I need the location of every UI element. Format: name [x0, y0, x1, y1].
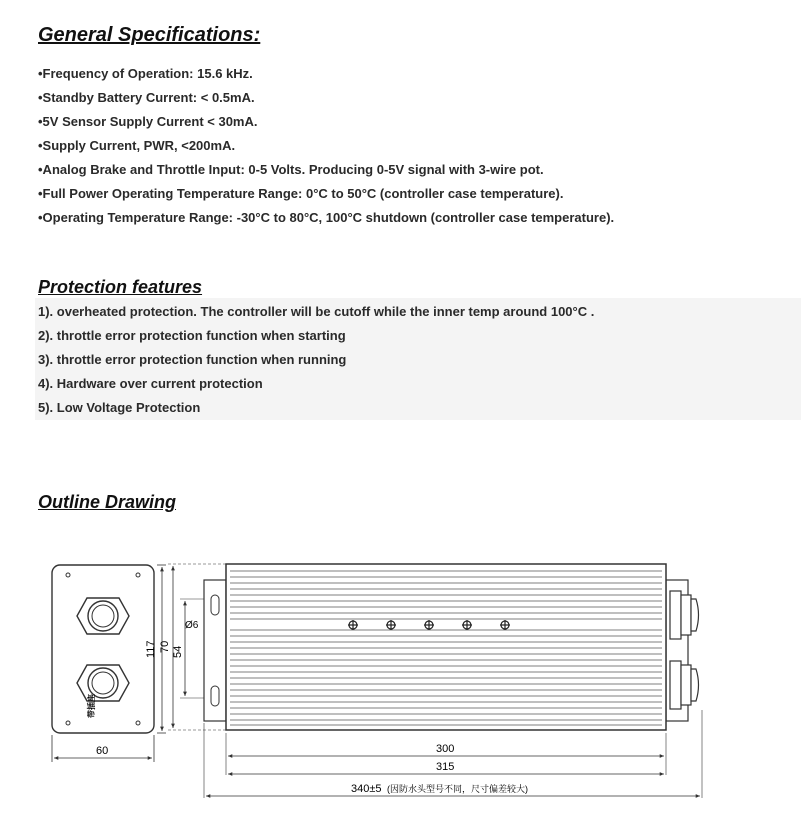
protection-features-heading: Protection features	[38, 277, 203, 297]
outline-drawing-heading: Outline Drawing	[38, 492, 177, 512]
dim-315-label: 315	[436, 761, 455, 773]
dim-60-label: 60	[96, 745, 109, 757]
dim-340-note: (因防水头型号不同，尺寸偏差较大)	[387, 784, 528, 794]
top-view	[204, 564, 702, 798]
spec-item: •Frequency of Operation: 15.6 kHz.	[38, 66, 253, 81]
protection-item: 3). throttle error protection function when running	[38, 352, 347, 367]
spec-item: •Operating Temperature Range: -30°C to 80°C, 100°C shutdown (controller case temperature).	[38, 210, 615, 225]
screw-hole	[66, 573, 70, 577]
gland-bottom	[77, 665, 129, 701]
end-label: 带插座	[87, 694, 96, 718]
protection-item: 1). overheated protection. The controller will be cutoff while the inner temp around 100°C .	[38, 304, 595, 319]
spec-item: •Analog Brake and Throttle Input: 0-5 Volts. Producing 0-5V signal with 3-wire pot.	[38, 162, 544, 177]
dim-54-label: 54	[172, 645, 184, 658]
cable-gland-bottom	[670, 661, 699, 709]
dim-117-label: 117	[145, 640, 157, 658]
spec-item: •Supply Current, PWR, <200mA.	[38, 138, 236, 153]
general-specifications-list	[38, 62, 614, 230]
protection-item: 4). Hardware over current protection	[38, 376, 263, 391]
mounting-slot	[211, 686, 219, 706]
hole-dia-label: Ø6	[185, 620, 199, 631]
end-plate	[52, 565, 154, 733]
screw-hole	[66, 721, 70, 725]
outline-drawing	[30, 550, 720, 810]
protection-item: 5). Low Voltage Protection	[38, 400, 201, 415]
dim-300-label: 300	[436, 743, 455, 755]
dim-70-label: 70	[159, 640, 171, 653]
protection-features-list	[38, 300, 594, 420]
end-view	[52, 565, 154, 762]
dim-340-label: 340±5	[351, 783, 382, 795]
screw-hole	[136, 573, 140, 577]
general-specifications-heading: General Specifications:	[38, 24, 261, 46]
protection-item: 2). throttle error protection function when starting	[38, 328, 346, 343]
cable-gland-top	[670, 591, 699, 639]
spec-item: •Standby Battery Current: < 0.5mA.	[38, 90, 255, 105]
screw-hole	[136, 721, 140, 725]
spec-item: •5V Sensor Supply Current < 30mA.	[38, 114, 258, 129]
gland-top	[77, 598, 129, 634]
mounting-slot	[211, 595, 219, 615]
spec-item: •Full Power Operating Temperature Range: 0°C to 50°C (controller case temperature).	[38, 186, 564, 201]
